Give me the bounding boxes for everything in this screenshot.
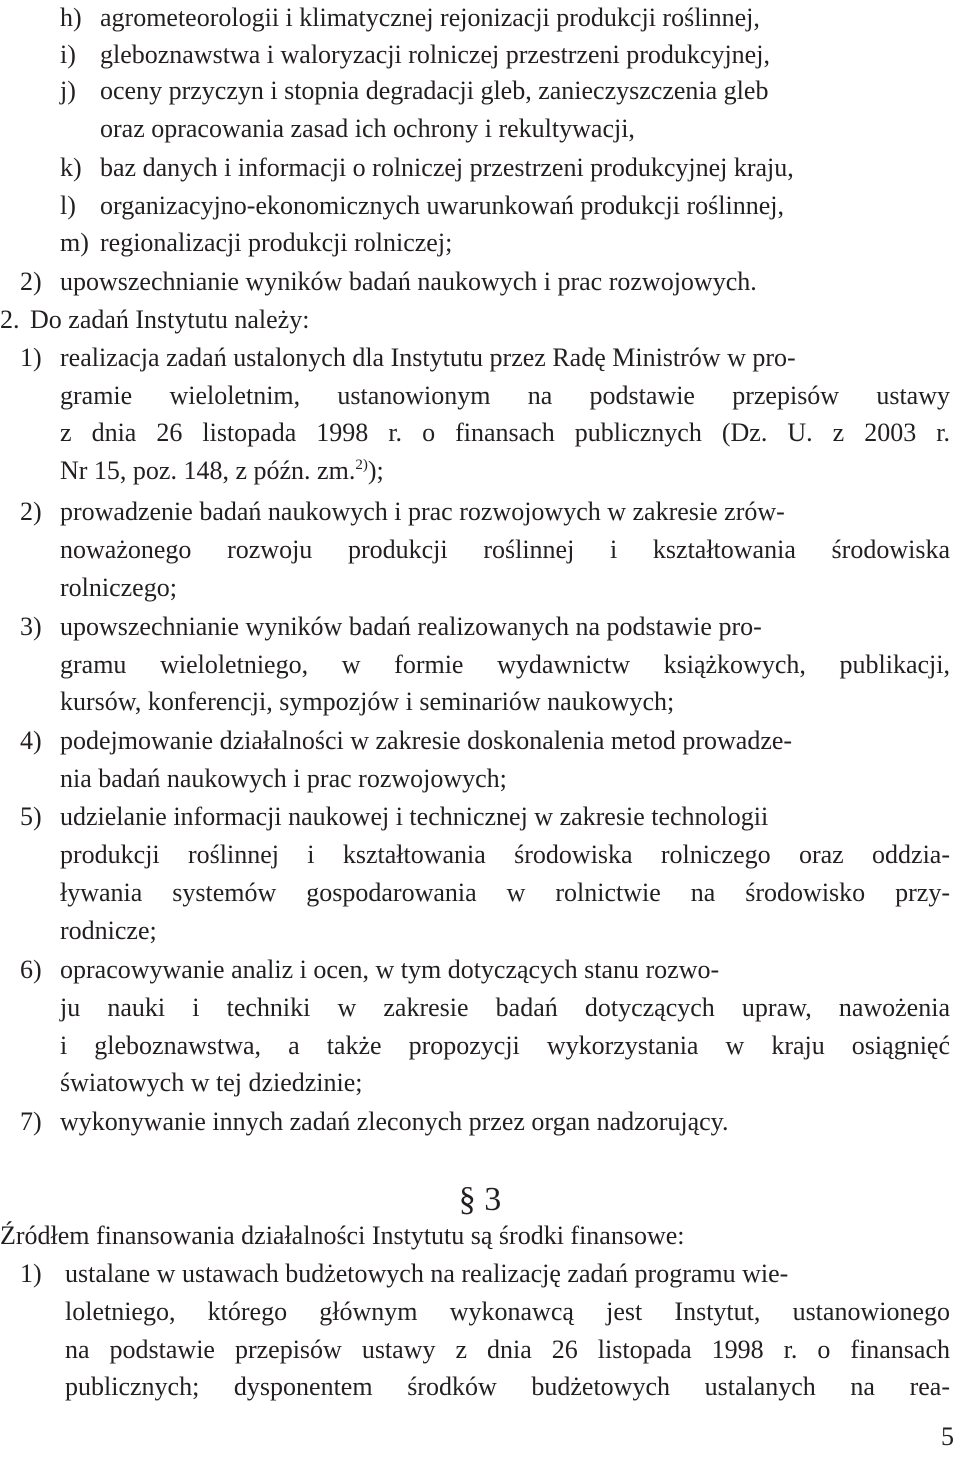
section-heading-text: § 3 (458, 1181, 502, 1218)
item-marker: 2) (20, 497, 42, 526)
list-item-3 (20, 612, 950, 642)
paragraph-text: Do zadań Instytutu należy: (30, 305, 310, 334)
item-text: opracowywanie analiz i ocen, w tym dotyczących stanu rozwo- (60, 955, 720, 984)
item-text: gleboznawstwa i waloryzacji rolniczej przestrzeni produkcyjnej, (100, 40, 770, 69)
item-text: gramu wieloletniego, w formie wydawnictw książkowych, publikacji, (60, 650, 950, 679)
item-text: upowszechnianie wyników badań naukowych i prac rozwojowych. (60, 267, 757, 296)
item-text: produkcji roślinnej i kształtowania środowiska rolniczego oraz oddzia- (60, 840, 950, 869)
list-item-continuation (60, 418, 950, 448)
item-marker: 2) (20, 267, 42, 296)
item-text: publicznych; dysponentem środków budżetowych ustalanych na rea- (65, 1372, 950, 1401)
list-item-h (60, 3, 760, 33)
footnote-ref: 2) (355, 457, 368, 473)
section-heading (0, 1182, 960, 1218)
list-item-i (60, 40, 770, 70)
list-item-continuation (60, 1031, 950, 1061)
item-text: regionalizacji produkcji rolniczej; (100, 228, 453, 257)
item-text: rodnicze; (60, 916, 157, 945)
list-item-continuation (60, 573, 177, 603)
item-text: loletniego, którego głównym wykonawcą jest Instytut, ustanowionego (65, 1297, 950, 1326)
list-item-1 (20, 343, 950, 373)
item-text: udzielanie informacji naukowej i technicznej w zakresie technologii (60, 802, 769, 831)
list-item-l (60, 191, 784, 221)
item-text: organizacyjno-ekonomicznych uwarunkowań produkcji roślinnej, (100, 191, 784, 220)
list-item-continuation (60, 993, 950, 1023)
list-item-4 (20, 726, 950, 756)
item-text: ływania systemów gospodarowania w rolnictwie na środowisko przy- (60, 878, 950, 907)
list-item-continuation (60, 1068, 363, 1098)
item-text: i gleboznawstwa, a także propozycji wykorzystania w kraju osiągnięć (60, 1031, 950, 1060)
paragraph-2 (0, 305, 309, 335)
item-text: ustalane w ustawach budżetowych na realizację zadań programu wie- (65, 1259, 789, 1288)
item-marker: 1) (20, 343, 42, 372)
list-item-continuation (100, 114, 635, 144)
intro-text: Źródłem finansowania działalności Instytutu są środki finansowe: (0, 1221, 685, 1250)
item-marker: 3) (20, 612, 42, 641)
list-item-continuation (60, 840, 950, 870)
list-item-m (60, 228, 452, 258)
finance-item-1 (20, 1259, 950, 1289)
section-intro (0, 1221, 685, 1251)
list-item-k (60, 153, 794, 183)
item-text: baz danych i informacji o rolniczej przestrzeni produkcyjnej kraju, (100, 153, 794, 182)
list-item-7 (20, 1107, 728, 1137)
item-text: wykonywanie innych zadań zleconych przez organ nadzorujący. (60, 1107, 729, 1136)
list-item-continuation (60, 381, 950, 411)
item-marker: 1) (20, 1259, 42, 1288)
item-text: światowych w tej dziedzinie; (60, 1068, 363, 1097)
item-text: nia badań naukowych i prac rozwojowych; (60, 764, 507, 793)
item-text: Nr 15, poz. 148, z późn. zm. (60, 456, 356, 485)
list-item-continuation (60, 916, 157, 946)
list-item-continuation (65, 1335, 950, 1365)
list-item-continuation (65, 1372, 950, 1402)
list-item-continuation (60, 456, 384, 486)
item-marker: m) (60, 228, 89, 257)
item-marker: j) (60, 76, 76, 105)
list-item-5 (20, 802, 950, 832)
list-item-2 (20, 267, 757, 297)
item-text: upowszechnianie wyników badań realizowanych na podstawie pro- (60, 612, 762, 641)
item-text: realizacja zadań ustalonych dla Instytutu przez Radę Ministrów w pro- (60, 343, 796, 372)
list-item-6 (20, 955, 950, 985)
item-text: oraz opracowania zasad ich ochrony i rekultywacji, (100, 114, 635, 143)
item-text: z dnia 26 listopada 1998 r. o finansach publicznych (Dz. U. z 2003 r. (60, 418, 950, 447)
item-text: podejmowanie działalności w zakresie doskonalenia metod prowadze- (60, 726, 793, 755)
list-item-continuation (60, 687, 674, 717)
list-item-continuation (60, 650, 950, 680)
item-marker: k) (60, 153, 82, 182)
item-text: noważonego rozwoju produkcji roślinnej i kształtowania środowiska (60, 535, 950, 564)
list-item-continuation (60, 878, 950, 908)
item-marker: 4) (20, 726, 42, 755)
list-item-j (60, 76, 768, 106)
item-text: na podstawie przepisów ustawy z dnia 26 listopada 1998 r. o finansach (65, 1335, 950, 1364)
item-text: prowadzenie badań naukowych i prac rozwojowych w zakresie zrów- (60, 497, 785, 526)
item-marker: 7) (20, 1107, 42, 1136)
item-marker: i) (60, 40, 76, 69)
item-marker: 5) (20, 802, 42, 831)
item-marker: l) (60, 191, 76, 220)
list-item-continuation (60, 535, 950, 565)
item-text: rolniczego; (60, 573, 177, 602)
item-marker: h) (60, 3, 82, 32)
item-text: oceny przyczyn i stopnia degradacji gleb, zanieczyszczenia gleb (100, 76, 769, 105)
item-text: ); (367, 456, 384, 485)
page-number (924, 1422, 954, 1452)
item-text: ju nauki i techniki w zakresie badań dotyczących upraw, nawożenia (60, 993, 950, 1022)
list-item-continuation (60, 764, 507, 794)
paragraph-marker: 2. (0, 305, 20, 334)
list-item-2 (20, 497, 950, 527)
item-marker: 6) (20, 955, 42, 984)
item-text: kursów, konferencji, sympozjów i seminariów naukowych; (60, 687, 675, 716)
list-item-continuation (65, 1297, 950, 1327)
page-number-text: 5 (941, 1422, 954, 1451)
item-text: agrometeorologii i klimatycznej rejonizacji produkcji roślinnej, (100, 3, 760, 32)
item-text: gramie wieloletnim, ustanowionym na podstawie przepisów ustawy (60, 381, 950, 410)
